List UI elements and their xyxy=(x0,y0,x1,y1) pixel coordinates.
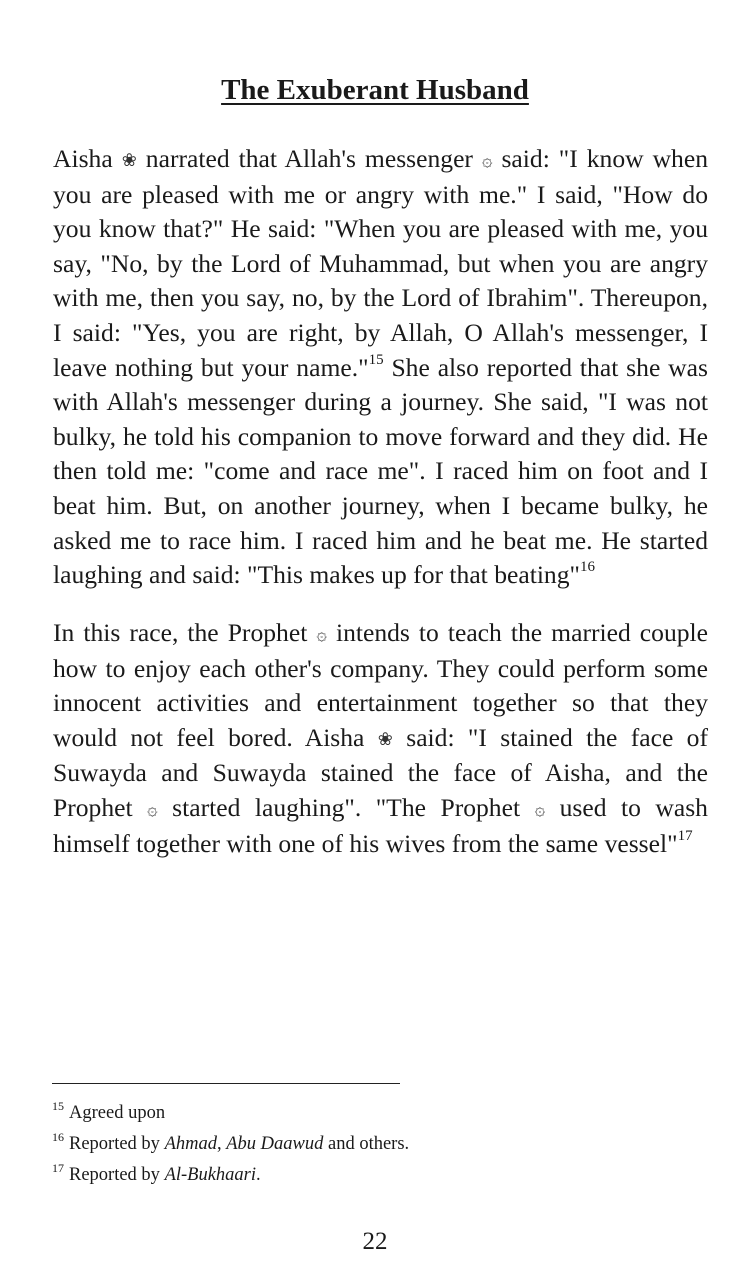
honorific-saw-icon: ۞ xyxy=(147,798,158,819)
footnote-number: 17 xyxy=(52,1161,64,1175)
title-text: The Exuberant Husband xyxy=(221,74,529,106)
footnote-ref-15[interactable]: 15 xyxy=(368,351,384,368)
text-span: started laughing". "The Prophet xyxy=(172,792,521,822)
text-span: said: "I stained the face of Suwayda and Suwayda stained the face of Aisha, and the Prophet xyxy=(53,722,708,822)
text-span: Aisha xyxy=(53,144,113,173)
text-span: She also reported that she was with Allah's messenger during a journey. She said, "I was not bulky, he told his companion to move forward and they did. He then told me: "come and race me". I raced him on foot and I beat him. But, on another journey, when I became bulky, he asked me to race him. I raced him and he beat me. He started laughing and said: "This makes up for that beating" xyxy=(53,352,708,590)
footnote-ref-16[interactable]: 16 xyxy=(579,559,595,576)
footnote-text: , xyxy=(216,1134,227,1154)
honorific-saw-icon: ۞ xyxy=(316,624,327,644)
footnote-source: Abu Daawud xyxy=(226,1134,324,1154)
text-span: In this race, the Prophet xyxy=(53,618,308,647)
footnote-17 xyxy=(52,1156,652,1187)
footnote-divider xyxy=(52,1083,400,1084)
honorific-ra-icon: ❀ xyxy=(377,728,393,749)
text-span: said: "I know when you are pleased with me or angry with me." I said, "How do you know that?" He said: "When you are pleased with me, you say, "No, by the Lord of Muhammad, but when you are angry with me, then you say, no, by the Lord of Ibrahim". Thereupon, I said: "Yes, you are right, by Allah, O Allah's messenger, I leave nothing but your name." xyxy=(53,144,709,382)
footnote-source: Al-Bukhaari xyxy=(164,1165,257,1185)
footnote-text: Reported by xyxy=(69,1134,165,1154)
footnote-text: Reported by xyxy=(69,1165,165,1185)
footnote-source: Ahmad xyxy=(164,1134,217,1154)
footnote-number: 16 xyxy=(52,1130,64,1144)
footnote-text: and others. xyxy=(323,1134,410,1154)
footnote-15 xyxy=(52,1094,652,1125)
honorific-saw-icon: ۞ xyxy=(481,150,493,170)
footnotes xyxy=(52,1094,652,1187)
footnote-number: 15 xyxy=(52,1099,64,1113)
text-span: used to wash himself together with one of his wives from the same vessel" xyxy=(53,792,708,858)
page-title xyxy=(0,70,750,110)
page-number: 22 xyxy=(362,1228,388,1255)
footnote-text: . xyxy=(256,1165,261,1185)
footnote-text: Agreed upon xyxy=(69,1103,166,1123)
text-span: intends to teach the married couple how to enjoy each other's company. They could perform some innocent activities and entertainment together so that they would not feel bored. Aisha xyxy=(53,618,709,752)
footnote-ref-17[interactable]: 17 xyxy=(677,827,693,844)
honorific-ra-icon: ❀ xyxy=(121,150,137,170)
paragraph-2 xyxy=(53,616,708,861)
text-span: narrated that Allah's messenger xyxy=(145,144,473,173)
paragraph-1 xyxy=(53,142,708,593)
honorific-saw-icon: ۞ xyxy=(534,798,546,819)
footnote-16 xyxy=(52,1125,652,1156)
